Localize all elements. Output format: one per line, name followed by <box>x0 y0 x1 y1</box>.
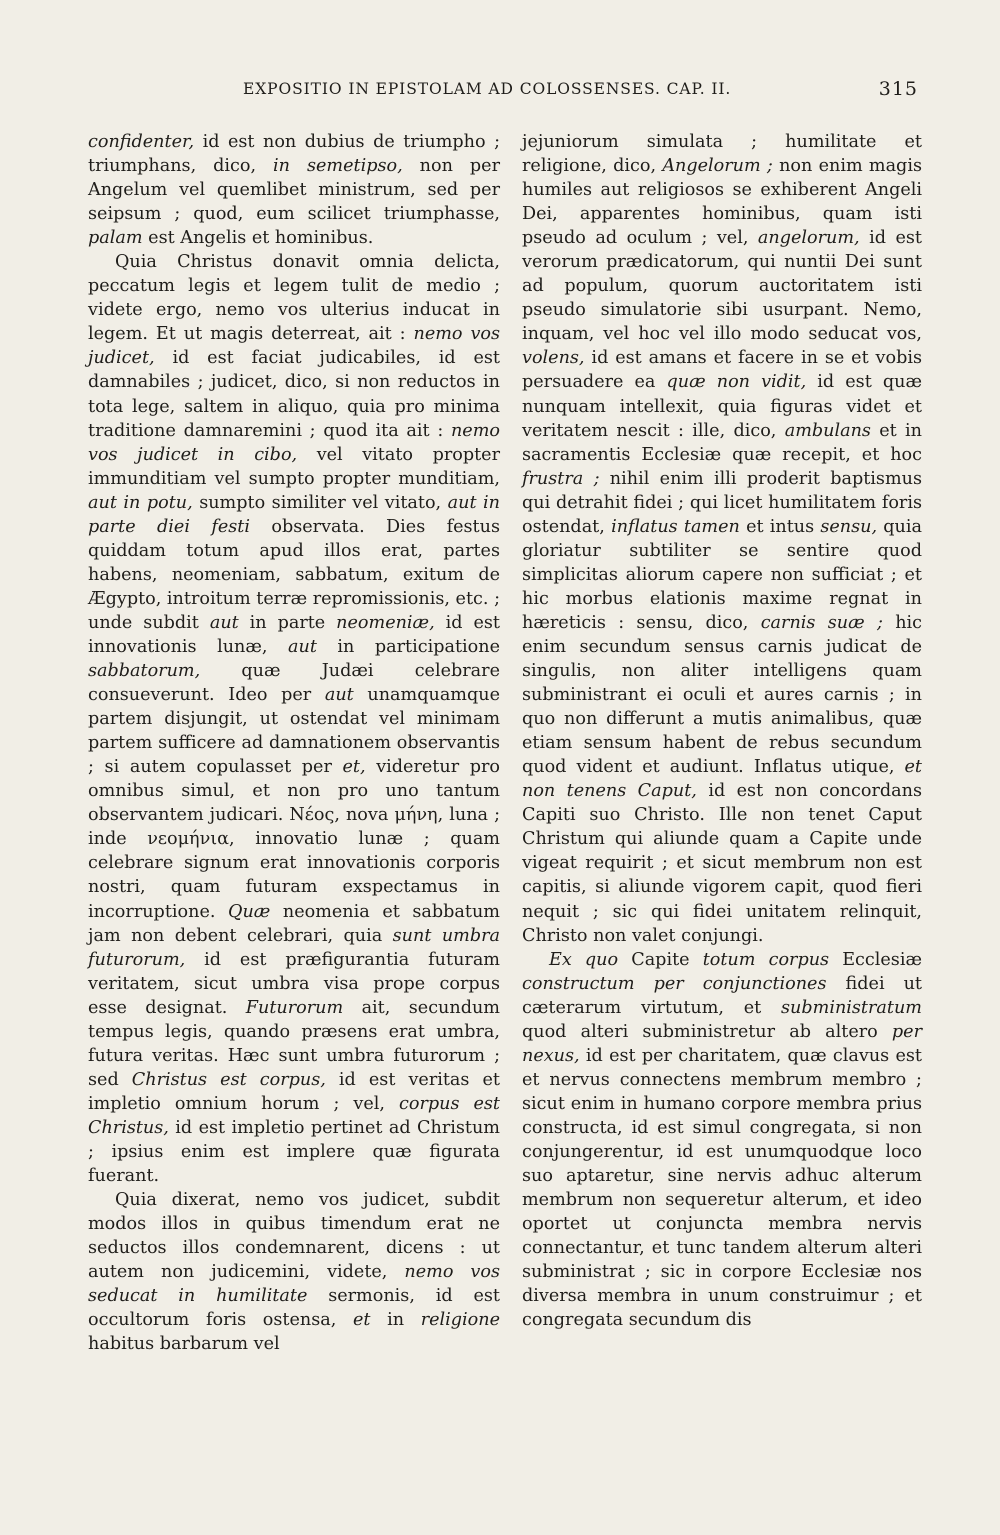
italic-run: corpus est Christus, <box>88 1093 500 1138</box>
italic-run: et <box>352 1310 371 1331</box>
italic-run: Futurorum <box>245 997 344 1018</box>
italic-run: aut <box>209 612 239 633</box>
italic-run: palam <box>88 228 143 249</box>
paragraph: Quia Christus donavit omnia delicta, peccatum legis et legem tulit de medio ; videte ergo, nemo vos ulterius inducat in legem. Et ut magis deterreat, ait : nemo vos judicet, id est faciat judicabiles, id est damnabiles ; judicet, dico, si non reductos in tota lege, saltem in aliquo, quia pro minima traditione damnaremini ; quod ita ait : nemo vos judicet in cibo, vel vitato propter immunditiam vel sumpto propter munditiam, aut in potu, sumpto similiter vel vitato, aut in parte diei festi observata. Dies festus quiddam totum apud illos erat, partes habens, neomeniam, sabbatum, exitum de Ægypto, introitum terræ repromissionis, etc. ; unde subdit aut in parte neomeniæ, id est innovationis lunæ, aut in participatione sabbatorum, quæ Judæi celebrare consueverunt. Ideo per aut unamquamque partem disjungit, ut ostendat vel minimam partem sufficere ad damnationem observantis ; si autem copulasset per et, videretur pro omnibus simul, et non pro uno tantum observantem judicari. Νέος, nova μήνη, luna ; inde νεομήνια, innovatio lunæ ; quam celebrare signum erat innovationis corporis nostri, quam futuram exspectamus in incorruptione. Quæ neomenia et sabbatum jam non debent celebrari, quia sunt umbra futurorum, id est præfigurantia futuram veritatem, sicut umbra visa prope corpus esse designat. Futurorum ait, secundum tempus legis, quando præsens erat umbra, futura veritas. Hæc sunt umbra futurorum ; sed Christus est corpus, id est veritas et impletio omnium horum ; vel, corpus est Christus, id est impletio pertinet ad Christum ; ipsius enim est implere quæ figurata fuerant. <box>88 252 501 1187</box>
italic-run: quæ non vidit, <box>666 372 807 393</box>
italic-run: Angelorum ; <box>662 156 773 177</box>
page-number: 315 <box>878 78 918 100</box>
left-column <box>88 130 500 1356</box>
italic-run: aut <box>288 636 317 657</box>
italic-run: aut <box>324 685 354 706</box>
italic-run: per nexus, <box>522 1021 922 1066</box>
italic-run: et, <box>342 757 366 778</box>
italic-run: frustra ; <box>522 468 600 489</box>
right-column <box>522 130 922 1332</box>
italic-run: inflatus tamen <box>611 516 740 537</box>
italic-run: volens, <box>522 348 585 369</box>
italic-run: sensu, <box>820 516 878 537</box>
italic-run: Quæ <box>228 901 271 922</box>
italic-run: nemo vos seducat in humilitate <box>88 1262 500 1307</box>
italic-run: confidenter, <box>88 132 195 152</box>
italic-run: nemo vos judicet, <box>88 324 500 369</box>
italic-run: sabbatorum, <box>88 661 201 682</box>
italic-run: angelorum, <box>757 228 860 249</box>
italic-run: aut in potu, <box>88 492 193 513</box>
paragraph: jejuniorum simulata ; humilitate et religione, dico, Angelorum ; non enim magis humiles aut religiosos se exhiberent Angeli Dei, apparentes hominibus, quam isti pseudo ad oculum ; vel, angelorum, id est verorum prædicatorum, qui nuntii Dei sunt ad populum, quorum auctoritatem isti pseudo simulatorie sibi usurpant. Nemo, inquam, vel hoc vel illo modo seducat vos, volens, id est amans et facere in se et vobis persuadere ea quæ non vidit, id est quæ nunquam intellexit, quia figuras videt et veritatem nescit : ille, dico, ambulans et in sacramentis Ecclesiæ quæ recepit, et hoc frustra ; nihil enim illi proderit baptismus qui detrahit fidei ; qui licet humilitatem foris ostendat, inflatus tamen et intus sensu, quia gloriatur subtiliter se sentire quod simplicitas aliorum capere non sufficiat ; et hic morbus elationis maxime regnat in hæreticis : sensu, dico, carnis suæ ; hic enim secundum sensus carnis judicat de singulis, non aliter intelligens quam subministrant ei oculi et aures carnis ; in quo non differunt a mutis animalibus, quæ etiam sensum habent de rebus secundum quod vident et audiunt. Inflatus utique, et non tenens Caput, id est non concordans Capiti suo Christo. Ille non tenet Caput Christum qui aliunde quam a Capite unde vigeat requirit ; et sicut membrum non est capitis, si aliunde vigorem capit, quod fieri nequit ; sic qui fidei unitatem relinquit, Christo non valet conjungi. <box>522 132 923 946</box>
italic-run: constructum per conjunctiones <box>522 973 827 994</box>
italic-run: neomeniæ, <box>336 612 435 633</box>
italic-run: totum corpus <box>702 949 830 970</box>
italic-run: et non tenens Caput, <box>522 757 922 802</box>
running-title: EXPOSITIO IN EPISTOLAM AD COLOSSENSES. CAP. II. <box>243 80 732 98</box>
italic-run: in semetipso, <box>273 156 403 177</box>
italic-run: aut in parte diei festi <box>88 492 500 537</box>
paragraph: Ex quo Capite totum corpus Ecclesiæ constructum per conjunctiones fidei ut cæterarum virtutum, et subministratum quod alteri subministretur ab altero per nexus, id est per charitatem, quæ clavus est et nervus connectens membrum membro ; sicut enim in humano corpore membra prius constructa, id est simul congregata, si non conjungerentur, id est unumquodque loco suo aptaretur, sine nervis adhuc alterum membrum non sequeretur alterum, et ideo oportet ut conjuncta membra nervis connectantur, et tunc tandem alterum alteri subministrat ; sic in corpore Ecclesiæ nos diversa membra in unum construimur ; et congregata secundum dis <box>522 949 923 1331</box>
italic-run: nemo vos judicet in cibo, <box>88 420 500 465</box>
paragraph: confidenter, id est non dubius de triumpho ; triumphans, dico, in semetipso, non per Angelum vel quemlibet ministrum, sed per seipsum ; quod, eum scilicet triumphasse, palam est Angelis et hominibus. <box>88 132 500 249</box>
italic-run: Christus est corpus, <box>131 1069 326 1090</box>
italic-run: Ex quo <box>549 949 619 970</box>
italic-run: sunt umbra futurorum, <box>88 925 500 970</box>
italic-run: subministratum <box>781 997 922 1018</box>
italic-run: ambulans <box>784 420 871 441</box>
italic-run: carnis suæ ; <box>760 612 883 633</box>
italic-run: religione <box>420 1310 500 1331</box>
paragraph: Quia dixerat, nemo vos judicet, subdit modos illos in quibus timendum erat ne seductos illos condemnarent, dicens : ut autem non judicemini, videte, nemo vos seducat in humilitate sermonis, id est occultorum foris ostensa, et in religione habitus barbarum vel <box>88 1190 500 1355</box>
running-head <box>88 80 918 108</box>
